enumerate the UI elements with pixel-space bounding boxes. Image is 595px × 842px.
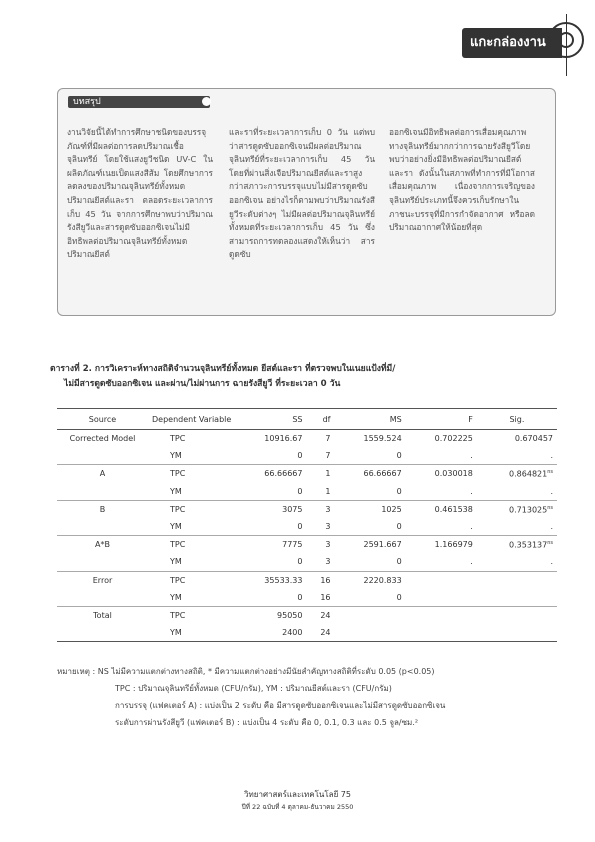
cell-source: Error [92,575,113,585]
cell-ss: 0 [235,483,306,501]
cell-ss: 0 [235,518,306,536]
table-row [57,447,557,465]
cell-df: 7 [306,447,334,465]
cell-source [57,624,148,642]
cell-dependent-variable: YM [148,553,235,571]
cell-dependent-variable: TPC [170,610,186,620]
cell-source: A*B [95,540,110,550]
cell-dependent-variable: TPC [170,504,186,514]
cell-sig-value: 0.713025 [509,505,548,515]
cell-ss: 7775 [282,540,303,550]
cell-source: Total [93,610,112,620]
cell-df: 1 [325,469,331,479]
cell-ms [335,624,406,642]
cell-source: A [99,469,106,479]
header-ss: SS [235,409,306,430]
ns-superscript: ns [547,504,553,511]
cell-dependent-variable: YM [148,589,235,607]
cell-ms: 0 [335,553,406,571]
note-line-4: ระดับการผ่านรังสียูวี (แฟคเตอร์ B) : แบ่งเป็น 4 ระดับ คือ 0, 0.1, 0.3 และ 0.5 จูล/ซม.² [115,718,419,727]
cell-dependent-variable: TPC [170,434,186,444]
cell-source [57,553,148,571]
header-source: Source [57,409,148,430]
section-title: แกะกล่องงานวิจัย [462,28,562,58]
cell-source: Corrected Model [69,434,136,444]
cell-ms: 0 [335,447,406,465]
cell-sig [477,465,557,483]
cell-df: 3 [306,553,334,571]
cell-sig-value: 0.353137 [509,540,548,550]
cell-f: . [406,553,477,571]
cell-f: 0.702225 [434,434,473,444]
cell-ss: 66.66667 [264,469,303,479]
cell-df: 3 [306,518,334,536]
cell-ms: 66.66667 [363,469,402,479]
cell-dependent-variable: YM [148,624,235,642]
header-target-inner-icon [558,32,574,48]
cell-df: 7 [325,434,331,444]
cell-sig: . [477,483,557,501]
cell-df: 3 [325,504,331,514]
cell-f [406,571,477,589]
cell-f: . [406,447,477,465]
cell-source [57,518,148,536]
header-ms: MS [335,409,406,430]
table-header-row [57,409,557,430]
cell-ms: 0 [335,483,406,501]
cell-dependent-variable: TPC [170,575,186,585]
table-caption [50,362,550,392]
cell-sig: . [477,518,557,536]
table-body [57,430,557,642]
cell-sig [477,606,557,624]
table-row [57,589,557,607]
cell-ss: 0 [235,447,306,465]
note-line-3: การบรรจุ (แฟคเตอร์ A) : แบ่งเป็น 2 ระดับ คือ มีสารดูดซับออกซิเจนและไม่มีสารดูดซับออกซิเจน [115,701,446,710]
cell-ms: 2220.833 [363,575,402,585]
cell-source [57,589,148,607]
cell-f: . [406,518,477,536]
cell-df: 3 [325,540,331,550]
note-line-2: TPC : ปริมาณจุลินทรีย์ทั้งหมด (CFU/กรัม), YM : ปริมาณยีสต์และรา (CFU/กรัม) [115,684,392,693]
summary-column-1: งานวิจัยนี้ได้ทำการศึกษาชนิดของบรรจุภัณฑ์ที่มีผลต่อการลดปริมาณเชื้อจุลินทรีย์ โดยใช้แสงยูวีชนิด UV-C ในผลิตภัณฑ์เนยเป็ดแสงสีส้ม โดยศึกษาการลดลงของปริมาณจุลินทรีย์ทั้งหมด ปริมาณยีสต์และรา ตลอดระยะเวลาการเก็บ 45 วัน จากการศึกษาพบว่าปริมาณรังสียูวีและสารดูดซับออกซิเจนไม่มีอิทธิพลต่อปริมาณจุลินทรีย์ทั้งหมด ปริมาณยีสต์ [67,127,213,260]
cell-sig [477,536,557,554]
cell-dependent-variable: YM [148,483,235,501]
cell-sig [477,589,557,607]
cell-source [57,447,148,465]
cell-ms: 0 [335,589,406,607]
table-row [57,430,557,448]
table-row [57,571,557,589]
cell-dependent-variable: YM [148,518,235,536]
cell-dependent-variable: TPC [170,540,186,550]
cell-sig [477,571,557,589]
cell-ms [335,606,406,624]
cell-ms: 1559.524 [363,434,402,444]
cell-df: 24 [306,624,334,642]
cell-f: . [406,483,477,501]
cell-source [57,483,148,501]
table-row [57,483,557,501]
cell-df: 24 [320,610,331,620]
cell-f: 1.166979 [434,540,473,550]
cell-f [406,624,477,642]
cell-sig: 0.670457 [514,434,553,444]
note-line-1: หมายเหตุ : NS ไม่มีความแตกต่างทางสถิติ, * มีความแตกต่างอย่างมีนัยสำคัญทางสถิติที่ระดับ 0.05 (p<0.05) [57,667,435,676]
header-f: F [406,409,477,430]
cell-ss: 95050 [277,610,303,620]
cell-df: 1 [306,483,334,501]
cell-dependent-variable: TPC [170,469,186,479]
cell-sig: . [477,447,557,465]
cell-ss: 2400 [235,624,306,642]
cell-ss: 10916.67 [264,434,303,444]
cell-ss: 0 [235,589,306,607]
cell-ms: 1025 [381,504,402,514]
table-notes [57,663,557,731]
cell-f [406,589,477,607]
summary-title-dot-icon [202,97,211,106]
table-row [57,465,557,483]
table-row [57,606,557,624]
cell-sig-value: 0.864821 [509,469,548,479]
table-row [57,518,557,536]
footer-issue: ปีที่ 22 ฉบับที่ 4 ตุลาคม-ธันวาคม 2550 [241,803,354,811]
cell-df: 16 [320,575,331,585]
cell-sig [477,624,557,642]
table-caption-line-1: ตารางที่ 2. การวิเคราะห์ทางสถิติจำนวนจุลินทรีย์ทั้งหมด ยีสต์และรา ที่ตรวจพบในเนยแป้งที่มี/ [50,364,396,374]
header-dependent-variable: Dependent Variable [148,409,235,430]
cell-f: 0.030018 [434,469,473,479]
cell-ms: 2591.667 [363,540,402,550]
summary-column-2: และราที่ระยะเวลาการเก็บ 0 วัน แต่พบว่าสารดูดซับออกซิเจนมีผลต่อปริมาณจุลินทรีย์ที่ระยะเวลาการเก็บ 45 วัน โดยที่ผ่านสิ่งเจือปริมาณยีสต์และราสูงกว่าสภาวะการบรรจุแบบไม่มีสารดูดซับออกซิเจน อย่างไรก็ตามพบว่าปริมาณรังสียูวีระดับต่างๆ ไม่มีผลต่อปริมาณจุลินทรีย์ทั้งหมดที่ระยะเวลาการเก็บ 45 วัน ซึ่งสามารถการทดลองแสดงให้เห็นว่า สารดูดซับ [229,127,375,260]
cell-f: 0.461538 [434,504,473,514]
cell-dependent-variable: YM [148,447,235,465]
header-sig: Sig. [477,409,557,430]
cell-sig [477,500,557,518]
table-row [57,624,557,642]
summary-title: บทสรุป [68,96,210,108]
table-caption-line-2: ไม่มีสารดูดซับออกซิเจน และผ่าน/ไม่ผ่านการ ฉายรังสียูวี ที่ระยะเวลา 0 วัน [64,379,341,389]
header-df: df [306,409,334,430]
table-row [57,500,557,518]
cell-df: 16 [306,589,334,607]
footer-journal: วิทยาศาสตร์และเทคโนโลยี 75 [244,790,351,799]
table-row [57,536,557,554]
cell-source: B [99,504,106,514]
cell-ss: 35533.33 [264,575,303,585]
cell-ss: 0 [235,553,306,571]
anova-table [57,408,557,642]
cell-ss: 3075 [282,504,303,514]
cell-ms: 0 [335,518,406,536]
summary-column-3: ออกซิเจนมีอิทธิพลต่อการเสื่อมคุณภาพทางจุลินทรีย์มากกว่าการฉายรังสียูวีโดยพบว่าอย่างยิ่งมีอิทธิพลต่อปริมาณยีสต์และรา ดังนั้นในสภาพที่ทำการที่มีโอกาสเสื่อมคุณภาพ เนื่องจากการเจริญของจุลินทรีย์ประเภทนี้จึงควรเก็บรักษาในภาชนะบรรจุที่มีการกำจัดอากาศ หรือลดปริมาณอากาศให้น้อยที่สุด [389,127,535,233]
ns-superscript: ns [547,469,553,476]
cell-sig: . [477,553,557,571]
ns-superscript: ns [547,539,553,546]
table-row [57,553,557,571]
cell-f [406,606,477,624]
